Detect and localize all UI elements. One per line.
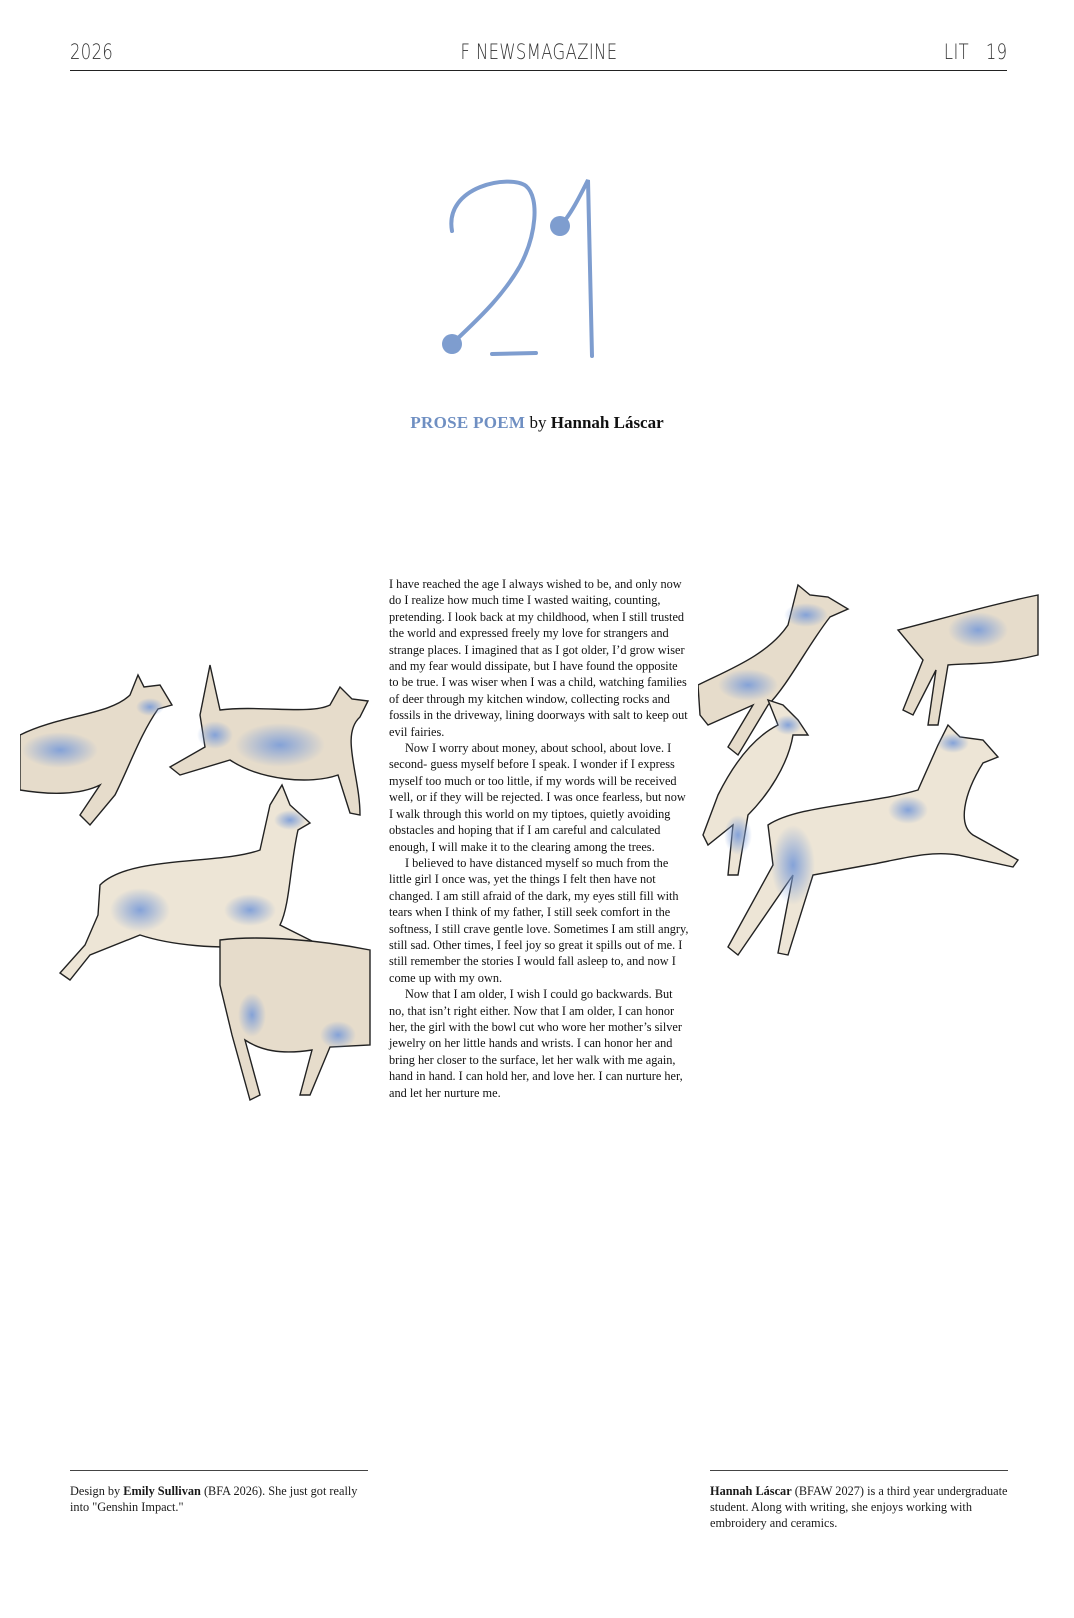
design-credit-prefix: Design by	[70, 1484, 124, 1498]
header-section-page: LIT 19	[943, 40, 1007, 64]
bio-author-name: Hannah Láscar	[710, 1484, 792, 1498]
header-publication: F NEWSMAGAZINE	[460, 40, 617, 64]
design-credit-text: (BFA 2026). She just got really into "Genshin Impact."	[70, 1484, 358, 1514]
genre-label: PROSE POEM	[410, 413, 526, 432]
page-header	[70, 38, 1007, 71]
designer-name: Emily Sullivan	[123, 1484, 201, 1498]
byline-by: by	[529, 413, 547, 432]
design-credit	[70, 1470, 368, 1515]
poem-body	[389, 576, 689, 1101]
author-bio	[710, 1470, 1008, 1531]
poem-paragraph: Now I worry about money, about school, about love. I second- guess myself before I speak. I wonder if I express myself too much or too little, if my words will be received well, or if they will be rejected. I was once fearless, but now I walk through this world on my tiptoes, quietly avoiding obstacles and hoping that if I am careful and calculated enough, I will make it to the clearing among the trees.	[389, 741, 686, 854]
title-number-21	[440, 176, 620, 366]
bio-text: (BFAW 2027) is a third year undergraduate student. Along with writing, she enjoys working with embroidery and ceramics.	[710, 1484, 1008, 1530]
poem-paragraph: I believed to have distanced myself so much from the little girl I once was, yet the things I felt then have not changed. I am still afraid of the dark, my eyes still fill with tears when I think of my father, I still seek comfort in the softness, I still crave gentle love. Sometimes I am still angry, still sad. Other times, I feel joy so great it spills out of me. I still remember the stories I would fall asleep to, and now I come up with my own.	[389, 855, 689, 985]
byline	[0, 413, 1074, 433]
deer-illustration-right	[698, 575, 1043, 1015]
deer-illustration-left	[20, 655, 380, 1145]
header-year: 2026	[70, 40, 114, 64]
author-name: Hannah Láscar	[550, 413, 664, 432]
poem-paragraph: Now that I am older, I wish I could go backwards. But no, that isn’t right either. Now that I am older, I can honor her, the girl with the bowl cut who wore her mother’s silver jewelry on her little hands and wrists. I can honor her and bring her closer to the surface, let her walk with me again, hand in hand. I can hold her, and love her. I can nurture her, and let her nurture me.	[389, 987, 683, 1100]
poem-paragraph: I have reached the age I always wished to be, and only now do I realize how much time I wasted waiting, counting, pretending. I look back at my childhood, when I still trusted the world and expressed freely my love for strangers and strange places. I imagined that as I got older, I’d grow wiser and my fear would dissipate, but I have found the opposite to be true. I was wiser when I was a child, watching families of deer through my kitchen window, collecting rocks and fossils in the driveway, lining doorways with salt to keep out evil fairies.	[389, 577, 688, 739]
